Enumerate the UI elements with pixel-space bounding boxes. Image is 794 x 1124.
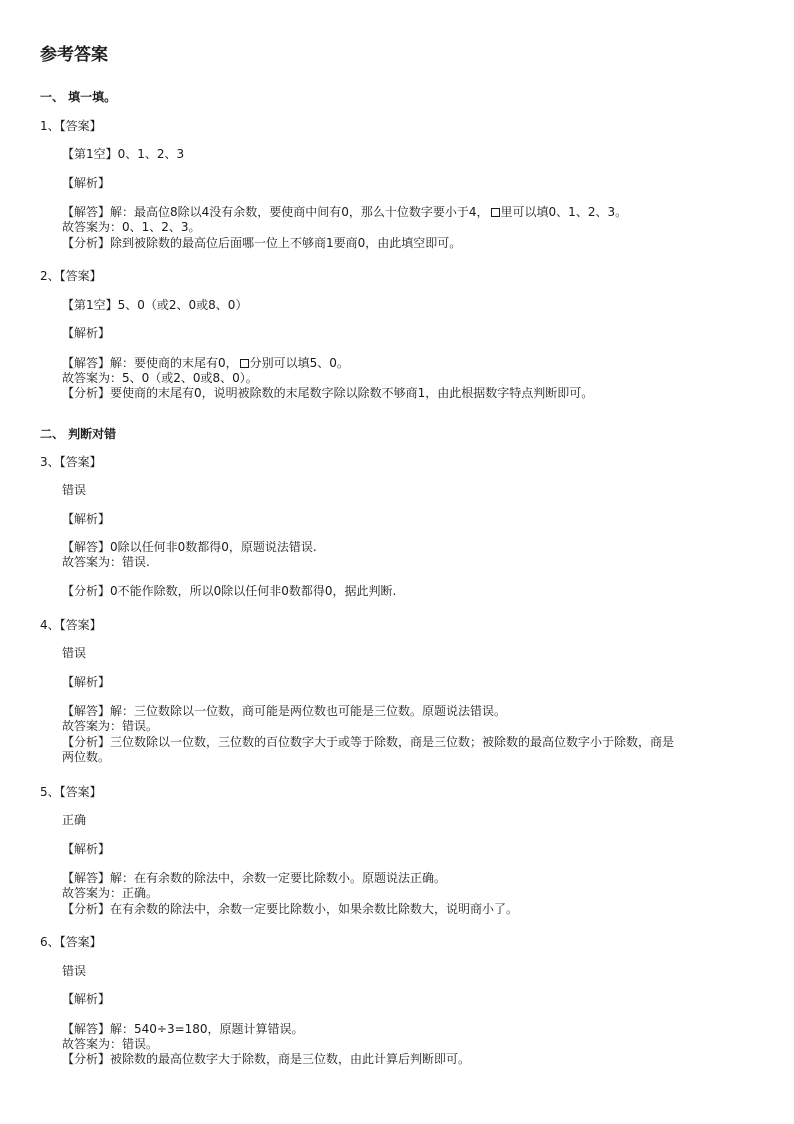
blank-box-icon [240,359,249,368]
q3-answer: 错误 [62,483,87,497]
q5-answer: 正确 [62,813,87,827]
q3-solution: 【解答】0除以任何非0数都得0，原题说法错误. [62,540,317,554]
q5-solution: 【解答】解：在有余数的除法中，余数一定要比除数小。原题说法正确。 [62,871,447,885]
q2-number: 2、【答案】 [40,269,102,283]
q3-number: 3、【答案】 [40,455,102,469]
q6-answer: 错误 [62,964,87,978]
q6-number: 6、【答案】 [40,935,102,949]
q2-final-answer: 故答案为：5、0（或2、0或8、0）。 [62,371,258,385]
page-title: 参考答案 [40,45,108,65]
q5-analysis-label: 【解析】 [62,842,111,856]
section-heading-judge: 二、 判断对错 [40,427,117,441]
q4-solution: 【解答】解：三位数除以一位数，商可能是两位数也可能是三位数。原题说法错误。 [62,704,507,718]
q4-explanation-line2: 两位数。 [62,750,111,764]
q5-explanation: 【分析】在有余数的除法中，余数一定要比除数小，如果余数比除数大，说明商小了。 [62,902,519,916]
q6-solution: 【解答】解：540÷3=180，原题计算错误。 [62,1022,304,1036]
q1-explanation: 【分析】除到被除数的最高位后面哪一位上不够商1要商0，由此填空即可。 [62,236,462,250]
q6-final-answer: 故答案为：错误。 [62,1037,159,1051]
q3-final-answer: 故答案为：错误. [62,555,150,569]
q2-explanation: 【分析】要使商的末尾有0，说明被除数的末尾数字除以除数不够商1，由此根据数字特点判断即可。 [62,386,594,400]
q4-explanation-line1: 【分析】三位数除以一位数，三位数的百位数字大于或等于除数，商是三位数；被除数的最高位数字小于除数，商是 [62,735,675,749]
q4-answer: 错误 [62,646,87,660]
q3-explanation: 【分析】0不能作除数，所以0除以任何非0数都得0，据此判断. [62,584,397,598]
q1-number: 1、【答案】 [40,119,102,133]
q2-solution: 【解答】解：要使商的末尾有0， 分别可以填5、0。 [62,356,349,370]
section-heading-fill: 一、 填一填。 [40,90,117,104]
q5-final-answer: 故答案为：正确。 [62,886,159,900]
q1-solution: 【解答】解：最高位8除以4没有余数，要使商中间有0，那么十位数字要小于4， 里可以填0、1、2、3。 [62,205,628,219]
q6-explanation: 【分析】被除数的最高位数字大于除数，商是三位数，由此计算后判断即可。 [62,1052,471,1066]
q3-analysis-label: 【解析】 [62,512,111,526]
q2-answer: 【第1空】5、0（或2、0或8、0） [62,298,248,312]
q5-number: 5、【答案】 [40,785,102,799]
q1-final-answer: 故答案为：0、1、2、3。 [62,220,201,234]
q1-analysis-label: 【解析】 [62,176,111,190]
blank-box-icon [491,208,500,217]
q4-analysis-label: 【解析】 [62,675,111,689]
q1-answer: 【第1空】0、1、2、3 [62,147,185,161]
q4-final-answer: 故答案为：错误。 [62,719,159,733]
q6-analysis-label: 【解析】 [62,992,111,1006]
q4-number: 4、【答案】 [40,618,102,632]
q2-analysis-label: 【解析】 [62,326,111,340]
